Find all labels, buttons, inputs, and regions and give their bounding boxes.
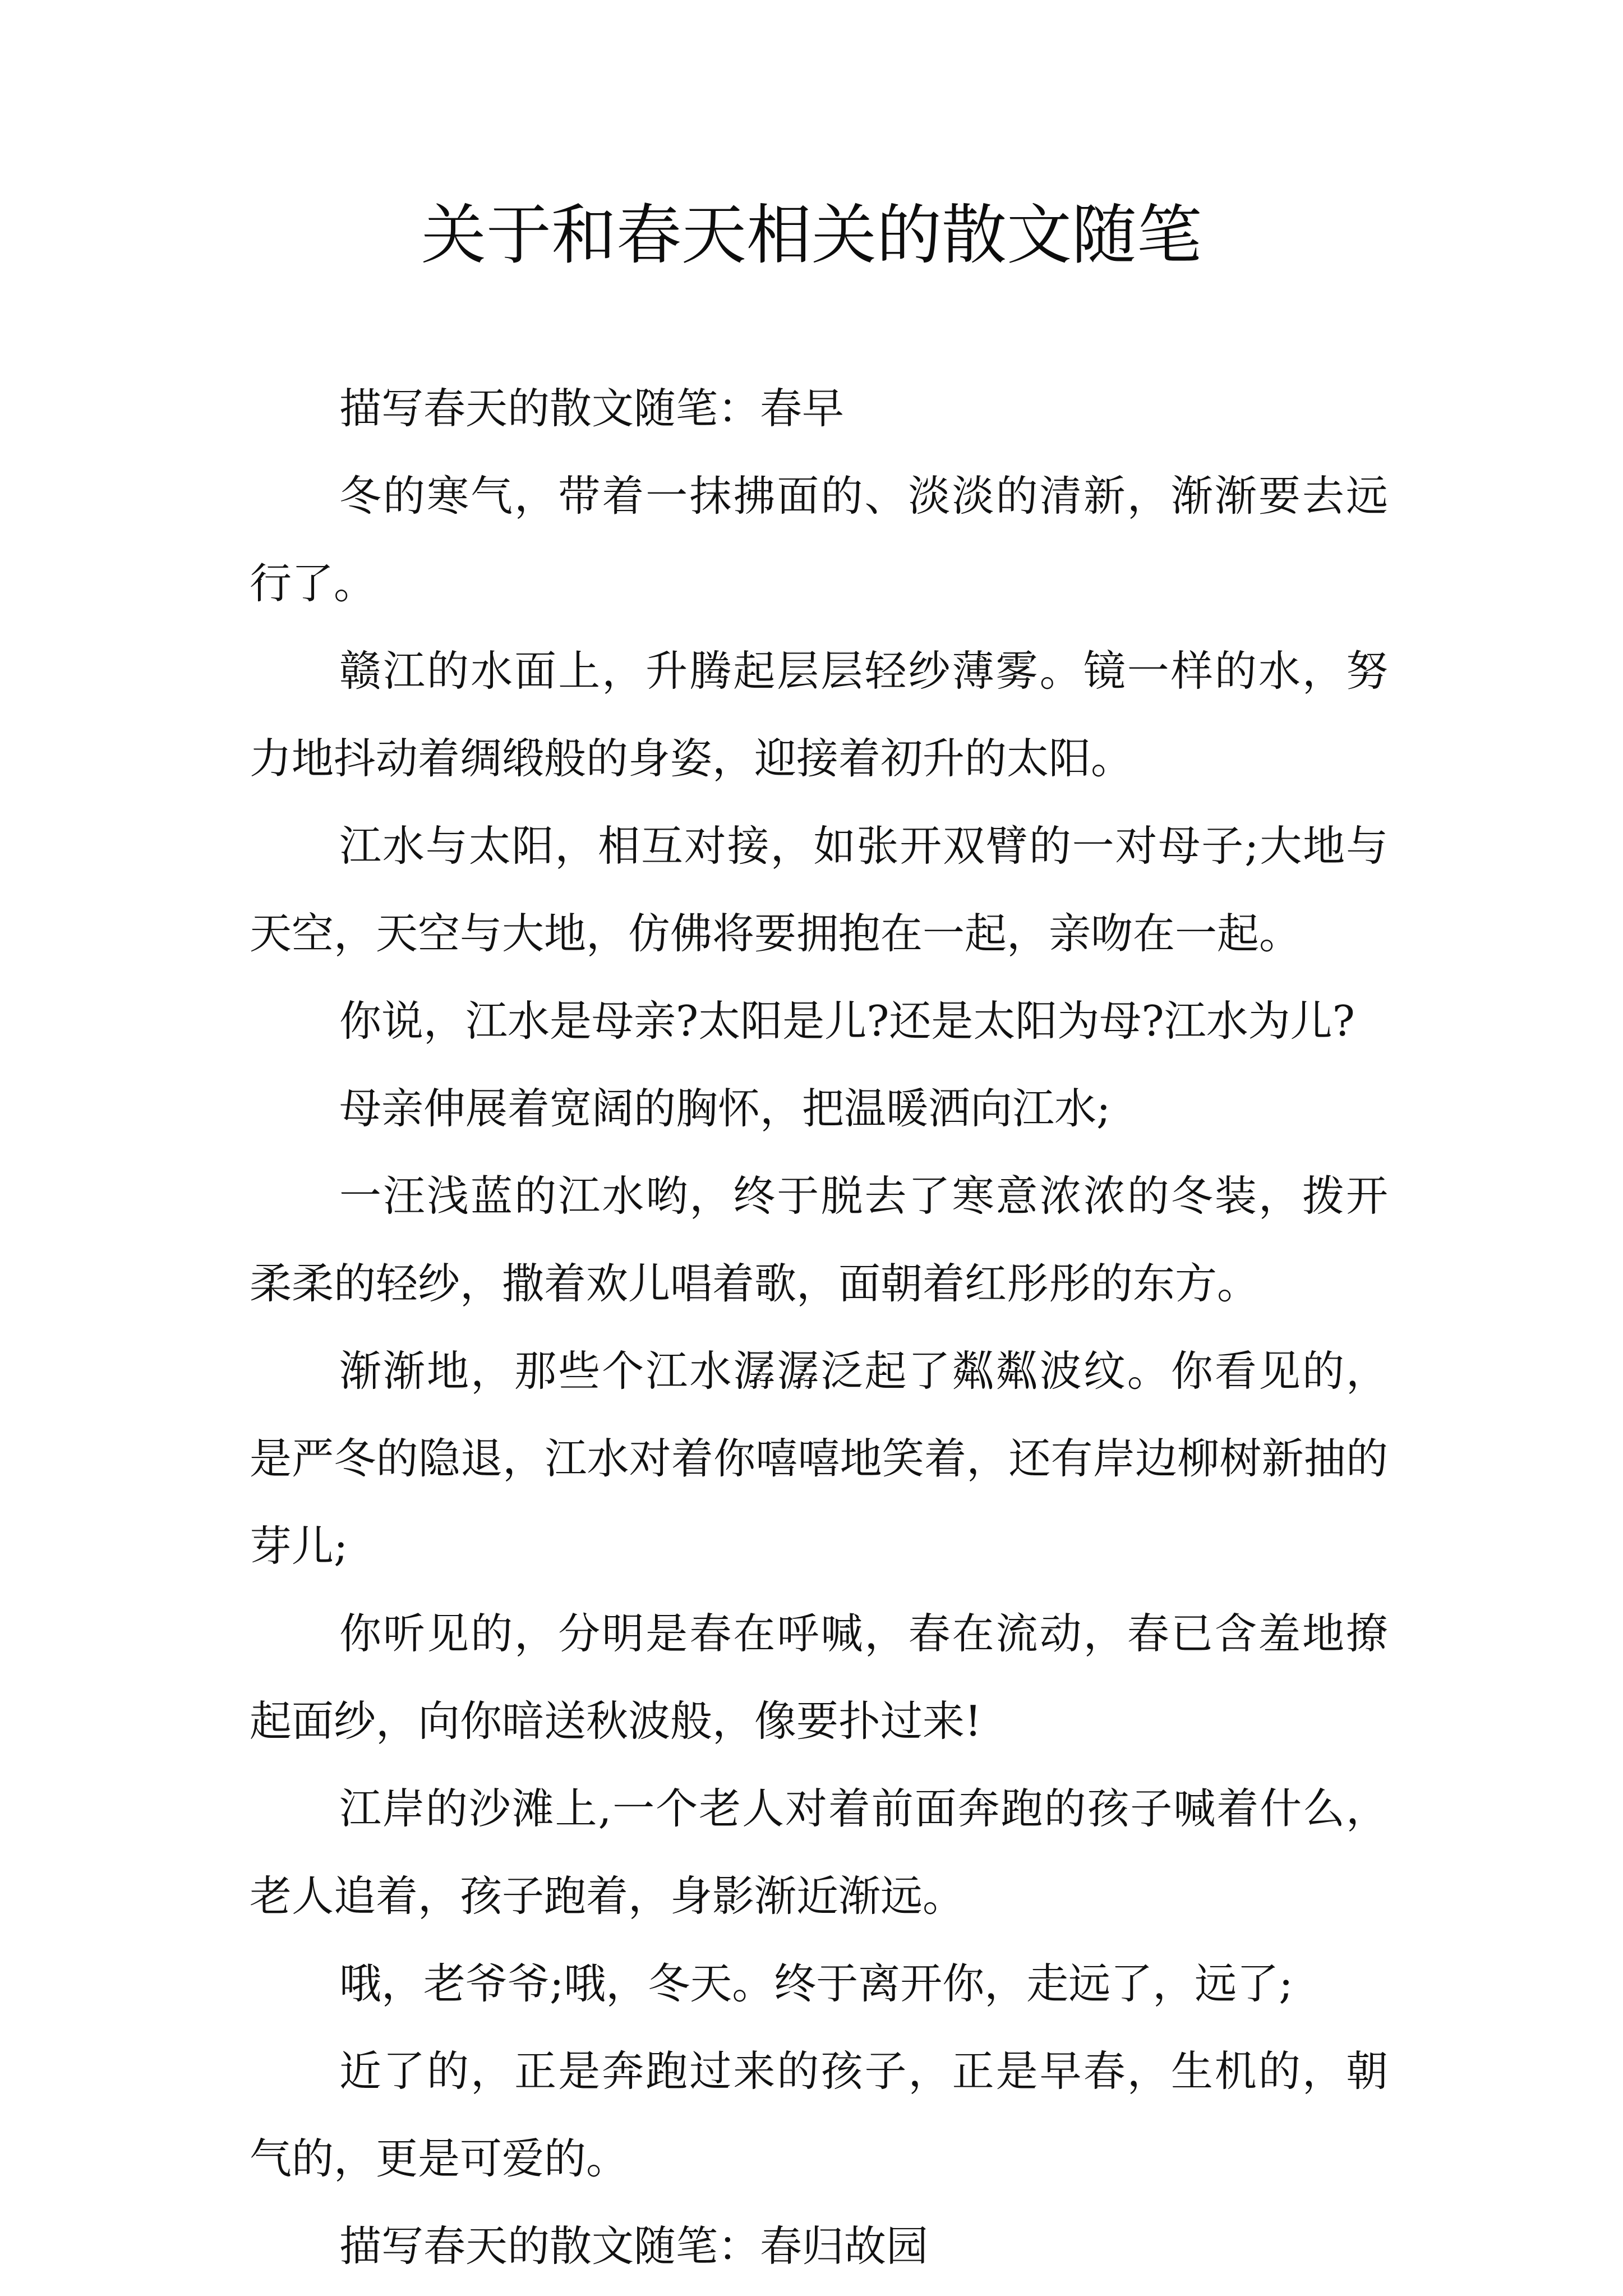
paragraph: 一汪浅蓝的江水哟，终于脱去了寒意浓浓的冬装，拨开柔柔的轻纱，撒着欢儿唱着歌，面朝着红彤彤的东方。	[250, 1171, 1388, 1308]
section-heading: 描写春天的散文随笔：春早	[339, 384, 845, 433]
section-heading: 描写春天的散文随笔：春归故园	[339, 2221, 929, 2271]
paragraph: 哦，老爷爷;哦，冬天。终于离开你，走远了，远了;	[339, 1959, 1293, 2008]
paragraph: 渐渐地，那些个江水潺潺泛起了粼粼波纹。你看见的，是严冬的隐退，江水对着你嘻嘻地笑着，还有岸边柳树新抽的芽儿;	[250, 1346, 1388, 1571]
paragraph: 赣江的水面上，升腾起层层轻纱薄雾。镜一样的水，努力地抖动着绸缎般的身姿，迎接着初升的太阳。	[250, 646, 1388, 783]
document-body	[250, 365, 1388, 2290]
paragraph: 江水与太阳，相互对接，如张开双臂的一对母子;大地与天空，天空与大地，仿佛将要拥抱在一起，亲吻在一起。	[250, 821, 1388, 958]
paragraph: 冬的寒气，带着一抹拂面的、淡淡的清新，渐渐要去远行了。	[250, 471, 1388, 608]
paragraph: 母亲伸展着宽阔的胸怀，把温暖洒向江水;	[339, 1084, 1111, 1133]
paragraph: 你听见的，分明是春在呼喊，春在流动，春已含羞地撩起面纱，向你暗送秋波般，像要扑过来!	[250, 1609, 1388, 1746]
paragraph: 近了的，正是奔跑过来的孩子，正是早春，生机的，朝气的，更是可爱的。	[250, 2046, 1388, 2183]
document-title: 关于和春天相关的散文随笔	[421, 197, 1202, 273]
paragraph: 江岸的沙滩上,一个老人对着前面奔跑的孩子喊着什么，老人追着，孩子跑着，身影渐近渐远。	[250, 1784, 1388, 1921]
paragraph: 你说，江水是母亲?太阳是儿?还是太阳为母?江水为儿?	[339, 996, 1355, 1046]
